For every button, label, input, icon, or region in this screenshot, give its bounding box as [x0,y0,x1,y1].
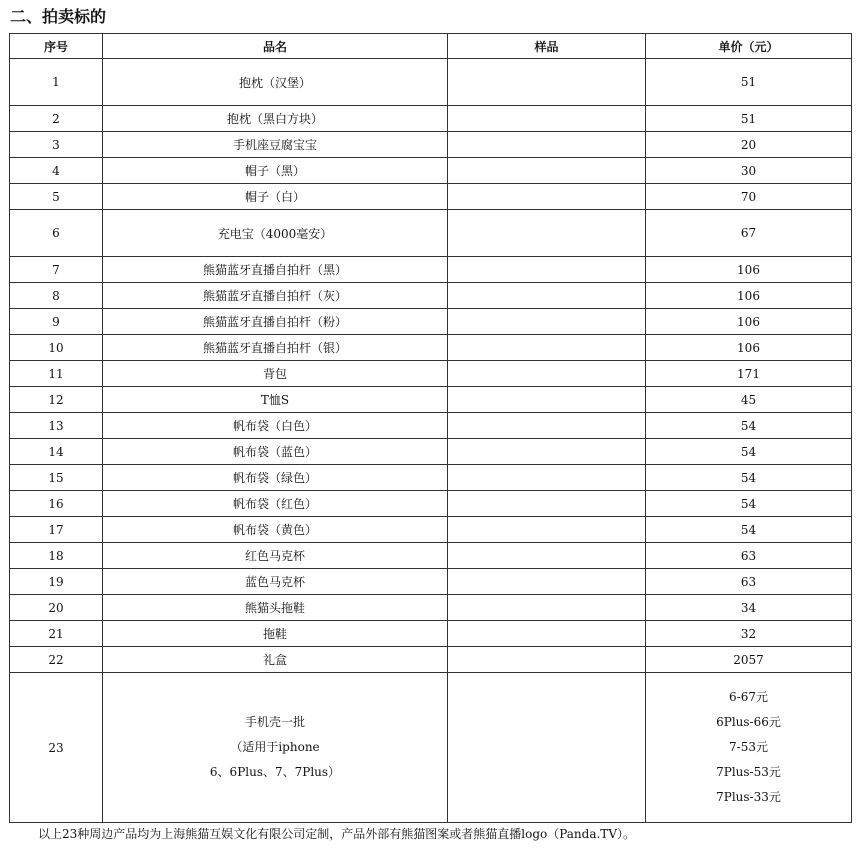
cell-unit-price: 171 [646,361,852,387]
cell-item-name: 熊猫蓝牙直播自拍杆（银） [103,335,448,361]
table-row [10,210,852,257]
cell-sample [448,59,646,106]
cell-serial-number: 19 [10,569,103,595]
cell-sample [448,517,646,543]
cell-sample [448,413,646,439]
price-line: 7Plus-33元 [716,790,781,804]
cell-item-name: 帽子（白） [103,184,448,210]
cell-serial-number: 15 [10,465,103,491]
cell-unit-price: 63 [646,543,852,569]
header-serial-number: 序号 [10,34,103,59]
cell-serial-number: 2 [10,106,103,132]
cell-serial-number: 7 [10,257,103,283]
table-row [10,132,852,158]
cell-item-name: T恤S [103,387,448,413]
cell-item-name: 背包 [103,361,448,387]
cell-sample [448,361,646,387]
cell-sample [448,335,646,361]
price-line: 7Plus-53元 [716,765,781,779]
cell-serial-number: 17 [10,517,103,543]
cell-unit-price: 54 [646,439,852,465]
price-line: 7-53元 [729,740,768,754]
table-row [10,621,852,647]
cell-unit-price: 20 [646,132,852,158]
cell-sample [448,132,646,158]
cell-sample [448,465,646,491]
cell-item-name: 拖鞋 [103,621,448,647]
table-body [10,59,852,823]
item-name-line: 6、6Plus、7、7Plus） [209,765,341,779]
table-row [10,673,852,823]
table-row [10,184,852,210]
cell-unit-price: 51 [646,59,852,106]
cell-serial-number: 22 [10,647,103,673]
cell-unit-price: 67 [646,210,852,257]
price-line: 6-67元 [729,690,768,704]
cell-unit-price: 45 [646,387,852,413]
table-row [10,595,852,621]
cell-item-name: 手机座豆腐宝宝 [103,132,448,158]
cell-sample [448,595,646,621]
cell-unit-price: 32 [646,621,852,647]
cell-unit-price: 63 [646,569,852,595]
table-row [10,491,852,517]
table-row [10,257,852,283]
table-row [10,59,852,106]
cell-unit-price: 54 [646,517,852,543]
cell-item-name: 熊猫蓝牙直播自拍杆（灰） [103,283,448,309]
cell-item-name: 抱枕（黑白方块） [103,106,448,132]
cell-item-name: 礼盒 [103,647,448,673]
header-item-name: 品名 [103,34,448,59]
cell-serial-number: 12 [10,387,103,413]
table-row [10,543,852,569]
cell-item-name: 熊猫头拖鞋 [103,595,448,621]
cell-serial-number: 21 [10,621,103,647]
cell-unit-price [646,673,852,823]
cell-unit-price: 54 [646,413,852,439]
table-header-row [10,34,852,59]
table-row [10,569,852,595]
cell-serial-number: 9 [10,309,103,335]
table-row [10,413,852,439]
cell-unit-price: 30 [646,158,852,184]
header-unit-price: 单价（元） [646,34,852,59]
item-name-line: （适用于iphone [230,740,320,754]
cell-item-name: 帆布袋（白色） [103,413,448,439]
price-line: 6Plus-66元 [716,715,781,729]
cell-sample [448,210,646,257]
cell-unit-price: 106 [646,283,852,309]
table-row [10,465,852,491]
cell-unit-price: 70 [646,184,852,210]
table-row [10,439,852,465]
cell-item-name: 蓝色马克杯 [103,569,448,595]
cell-sample [448,184,646,210]
cell-sample [448,387,646,413]
cell-unit-price: 54 [646,491,852,517]
auction-items-table [9,33,852,823]
table-row [10,106,852,132]
cell-item-name: 帆布袋（黄色） [103,517,448,543]
table-row [10,361,852,387]
header-sample: 样品 [448,34,646,59]
cell-unit-price: 51 [646,106,852,132]
table-row [10,387,852,413]
cell-item-name: 帆布袋（绿色） [103,465,448,491]
cell-sample [448,257,646,283]
cell-item-name: 熊猫蓝牙直播自拍杆（粉） [103,309,448,335]
table-row [10,335,852,361]
cell-unit-price: 34 [646,595,852,621]
item-name-line: 手机壳一批 [244,715,305,729]
cell-serial-number: 1 [10,59,103,106]
cell-unit-price: 106 [646,335,852,361]
cell-sample [448,158,646,184]
table-row [10,158,852,184]
table-row [10,309,852,335]
cell-sample [448,439,646,465]
cell-item-name: 红色马克杯 [103,543,448,569]
cell-item-name [103,673,448,823]
table-row [10,517,852,543]
cell-serial-number: 16 [10,491,103,517]
cell-serial-number: 3 [10,132,103,158]
cell-serial-number: 20 [10,595,103,621]
section-heading: 二、拍卖标的 [10,7,107,26]
cell-item-name: 帽子（黑） [103,158,448,184]
cell-serial-number: 6 [10,210,103,257]
cell-sample [448,309,646,335]
cell-sample [448,673,646,823]
cell-serial-number: 10 [10,335,103,361]
cell-sample [448,569,646,595]
cell-serial-number: 23 [10,673,103,823]
cell-serial-number: 14 [10,439,103,465]
cell-serial-number: 18 [10,543,103,569]
footnote: 以上23种周边产品均为上海熊猫互娱文化有限公司定制，产品外部有熊猫图案或者熊猫直播logo（Panda.TV）。 [38,827,635,841]
cell-serial-number: 13 [10,413,103,439]
cell-unit-price: 2057 [646,647,852,673]
table-row [10,283,852,309]
cell-unit-price: 106 [646,257,852,283]
cell-serial-number: 5 [10,184,103,210]
cell-serial-number: 11 [10,361,103,387]
cell-item-name: 帆布袋（红色） [103,491,448,517]
cell-serial-number: 8 [10,283,103,309]
cell-item-name: 充电宝（4000毫安） [103,210,448,257]
cell-sample [448,647,646,673]
cell-item-name: 帆布袋（蓝色） [103,439,448,465]
cell-item-name: 熊猫蓝牙直播自拍杆（黑） [103,257,448,283]
cell-sample [448,621,646,647]
cell-sample [448,283,646,309]
cell-item-name: 抱枕（汉堡） [103,59,448,106]
cell-sample [448,106,646,132]
cell-sample [448,491,646,517]
cell-serial-number: 4 [10,158,103,184]
table-row [10,647,852,673]
cell-unit-price: 54 [646,465,852,491]
cell-sample [448,543,646,569]
cell-unit-price: 106 [646,309,852,335]
